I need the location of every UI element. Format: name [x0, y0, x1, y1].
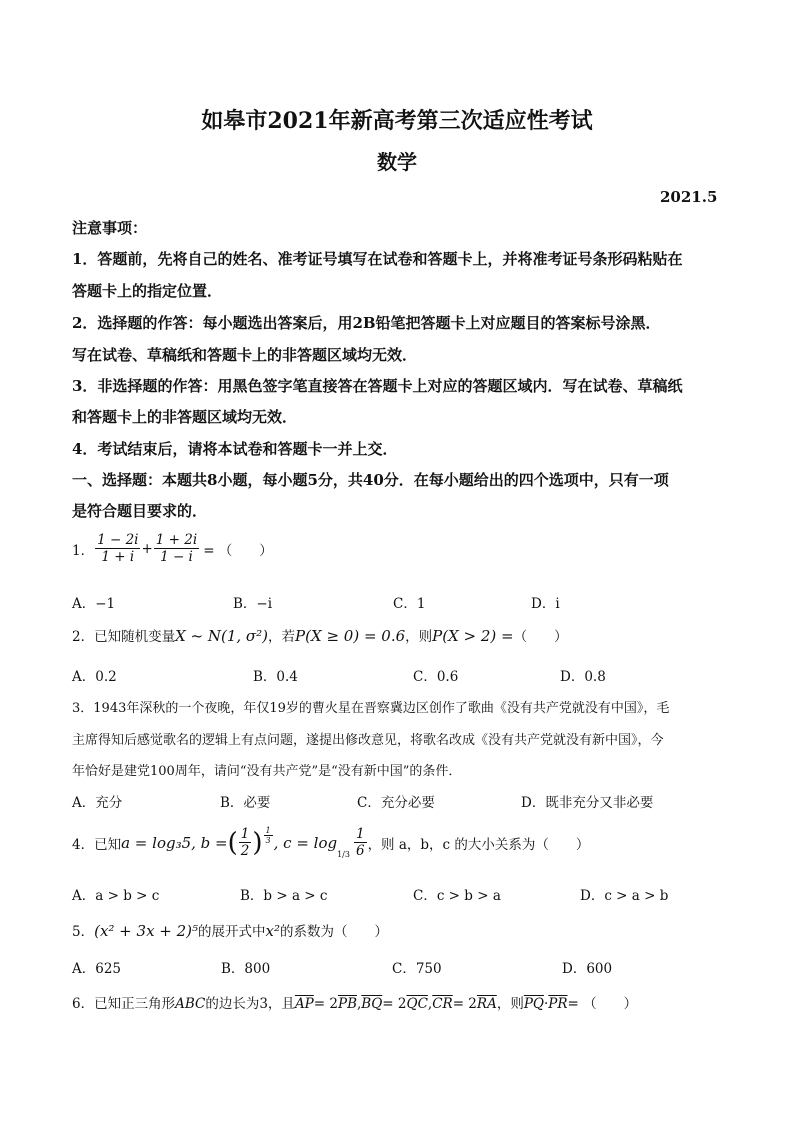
notice-line: 写在试卷、草稿纸和答题卡上的非答题区域均无效． — [72, 346, 418, 364]
subject-title: 数学 — [377, 150, 417, 174]
math-expression: , c = log — [273, 833, 338, 852]
numerator: 1 − 2i — [97, 532, 139, 548]
math-expression: (x² + 3x + 2)⁵ — [94, 922, 199, 940]
notice-line: 2．选择题的作答：每小题选出答案后，用2B铅笔把答题卡上对应题目的答案标号涂黑． — [72, 314, 661, 332]
option-b: B．800 — [221, 961, 271, 977]
vector: $\overline{AP}$ — [294, 996, 314, 1012]
notice-line: 1．答题前，先将自己的姓名、准考证号填写在试卷和答题卡上，并将准考证号条形码粘贴在 — [72, 250, 683, 268]
option-d: D．c > a > b — [580, 888, 669, 904]
right-paren: ) — [252, 827, 263, 858]
option-a: A．充分 — [72, 795, 123, 811]
log-base: 1/3 — [337, 850, 350, 859]
separator: , — [427, 996, 433, 1012]
fraction — [354, 826, 367, 859]
option-a: A．0.2 — [72, 669, 117, 685]
section-heading: 一、选择题：本题共8小题，每小题5分，共40分．在每小题给出的四个选项中，只有一项 — [72, 471, 669, 489]
question-text: ，若 — [268, 629, 296, 645]
left-paren: ( — [227, 827, 238, 858]
question-3-line: 年恰好是建党100周年，请问“没有共产党”是“没有新中国”的条件． — [72, 764, 462, 779]
exam-title: 如皋市2021年新高考第三次适应性考试 — [201, 108, 593, 134]
question-number: 5． — [72, 924, 95, 940]
question-6 — [72, 992, 637, 1012]
option-b: B．−i — [233, 596, 273, 612]
question-4 — [72, 826, 589, 859]
question-text: 6．已知正三角形 — [72, 996, 176, 1012]
option-c: C．750 — [392, 961, 442, 977]
numerator: 1 — [355, 826, 365, 842]
question-text: 4．已知 — [72, 836, 122, 853]
question-text: 的展开式中 — [198, 924, 266, 940]
vector: $\overline{QC}$ — [406, 996, 428, 1012]
option-d: D．0.8 — [560, 669, 606, 685]
triangle-name: ABC — [175, 996, 206, 1012]
option-c: C．充分必要 — [357, 795, 435, 811]
plus-sign: + — [141, 540, 153, 557]
option-d: D．i — [531, 596, 560, 612]
math-expression: P(X ≥ 0) = 0.6 — [295, 627, 406, 645]
denominator: 1 − i — [160, 549, 193, 565]
math-operator: = 2 — [313, 996, 338, 1012]
denominator: 2 — [240, 843, 250, 859]
question-tail: = （ ） — [203, 542, 273, 559]
question-3-line: 主席得知后感觉歌名的逻辑上有点问题，遂提出修改意见，将歌名改成《没有共产党就没有新中国》，今 — [72, 733, 664, 748]
notice-line: 4．考试结束后，请将本试卷和答题卡一并上交． — [72, 440, 398, 458]
question-tail: （ ） — [513, 629, 568, 645]
question-text: ，则 — [496, 996, 524, 1012]
question-tail: = （ ） — [567, 996, 638, 1012]
vector: $\overline{RA}$ — [476, 996, 497, 1012]
fraction — [154, 532, 199, 565]
exponent-fraction — [264, 826, 273, 845]
numerator: 1 — [240, 826, 250, 842]
numerator: 1 + 2i — [155, 532, 198, 548]
vector: $\overline{PR}$ — [548, 996, 568, 1012]
math-expression: x² — [265, 922, 281, 940]
option-d: D．600 — [562, 961, 613, 977]
question-tail: ，则 a，b，c 的大小关系为（ ） — [367, 836, 590, 853]
denominator: 6 — [355, 843, 365, 859]
question-number: 1． — [72, 542, 95, 559]
question-5 — [72, 920, 388, 940]
notice-heading: 注意事项： — [72, 219, 148, 237]
option-a: A．−1 — [72, 596, 116, 612]
option-a: A．a > b > c — [72, 888, 160, 904]
question-tail: 的系数为（ ） — [280, 924, 389, 940]
math-expression: X ~ N(1, σ²) — [175, 627, 269, 645]
question-text: 的边长为3，且 — [205, 996, 295, 1012]
option-c: C．0.6 — [413, 669, 459, 685]
dot-operator: · — [543, 996, 549, 1012]
question-3-line: 3．1943年深秋的一个夜晚，年仅19岁的曹火星在晋察冀边区创作了歌曲《没有共产党就没有中国》，毛 — [72, 701, 670, 716]
math-expression: a = log₃5, b = — [121, 833, 228, 852]
exam-date: 2021.5 — [660, 188, 718, 206]
question-text: ，则 — [405, 629, 433, 645]
vector: $\overline{CR}$ — [432, 996, 453, 1012]
denominator: 3 — [265, 836, 271, 845]
notice-line: 答题卡上的指定位置． — [72, 282, 223, 300]
section-heading: 是符合题目要求的． — [72, 502, 208, 520]
math-expression: P(X > 2) = — [432, 627, 514, 645]
question-text: 2．已知随机变量 — [72, 629, 176, 645]
option-c: C．c > b > a — [413, 888, 501, 904]
question-2 — [72, 625, 568, 645]
vector: $\overline{BQ}$ — [361, 996, 383, 1012]
option-d: D．既非充分又非必要 — [521, 795, 654, 811]
math-operator: = 2 — [382, 996, 407, 1012]
vector: $\overline{PB}$ — [337, 996, 357, 1012]
option-a: A．625 — [72, 961, 122, 977]
fraction — [95, 532, 140, 565]
option-c: C．1 — [393, 596, 426, 612]
notice-line: 3．非选择题的作答：用黑色签字笔直接答在答题卡上对应的答题区域内．写在试卷、草稿纸 — [72, 377, 683, 395]
option-b: B．0.4 — [253, 669, 298, 685]
separator: , — [357, 996, 362, 1012]
notice-line: 和答题卡上的非答题区域均无效． — [72, 408, 298, 426]
denominator: 1 + i — [101, 549, 135, 565]
math-operator: = 2 — [452, 996, 477, 1012]
option-b: B．必要 — [220, 795, 271, 811]
option-b: B．b > a > c — [240, 888, 328, 904]
question-1 — [72, 532, 273, 565]
fraction — [239, 826, 252, 859]
numerator: 1 — [265, 826, 271, 835]
vector: $\overline{PQ}$ — [523, 996, 544, 1012]
